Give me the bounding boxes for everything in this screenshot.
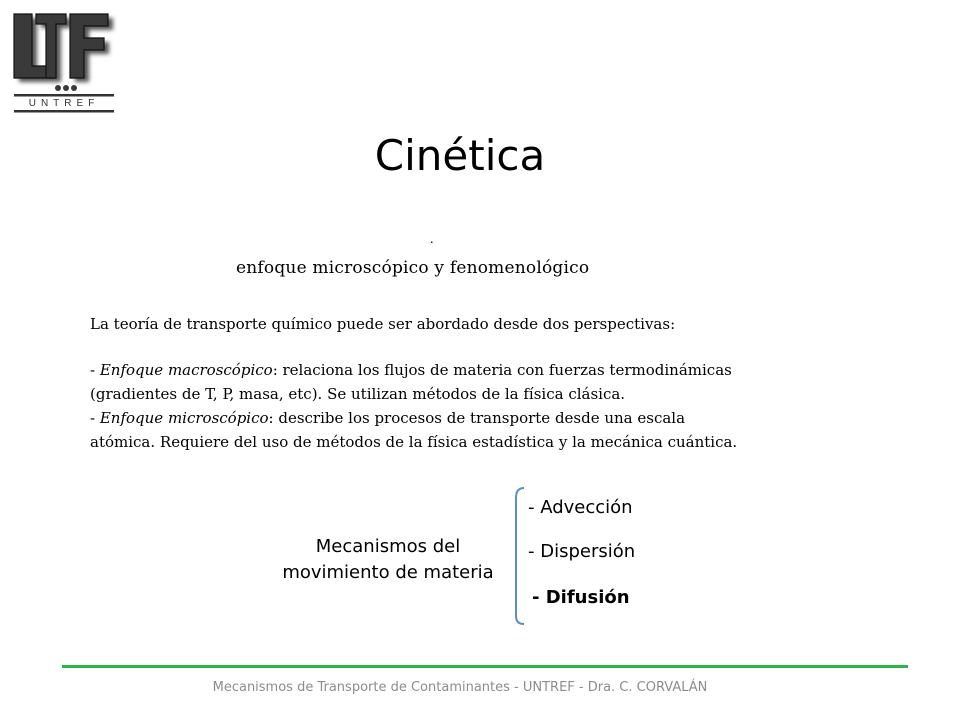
micro-line-2: atómica. Requiere del uso de métodos de la física estadística y la mecánica cuántica. (90, 433, 738, 451)
mechanisms-label-line-1: Mecanismos del (315, 536, 461, 557)
slide-subtitle: enfoque microscópico y fenomenológico (236, 258, 590, 278)
macro-line-2: (gradientes de T, P, masa, etc). Se utilizan métodos de la física clásica. (90, 385, 626, 403)
curly-bracket (508, 486, 528, 626)
mechanism-advection: - Advección (528, 497, 633, 518)
micro-dash: - (90, 409, 100, 427)
slide-title: Cinética (374, 131, 546, 180)
mechanisms-label (258, 534, 518, 586)
footer-text: Mecanismos de Transporte de Contaminantes - UNTREF - Dra. C. CORVALÁN (212, 680, 708, 695)
transport-paragraph (90, 312, 870, 454)
mechanisms-label-line-2: movimiento de materia (282, 562, 494, 583)
micro-desc: : describe los procesos de transporte desde una escala (268, 409, 686, 427)
logo-subtext: UNTREF (28, 98, 100, 109)
macro-term: Enfoque macroscópico (99, 361, 273, 379)
dot-mark: . (430, 232, 434, 247)
macro-line-1 (90, 358, 870, 382)
micro-line-1 (90, 406, 870, 430)
untref-logo (8, 6, 120, 118)
footer-divider (62, 665, 908, 668)
micro-term: Enfoque microscópico (99, 409, 269, 427)
macro-desc: : relaciona los flujos de materia con fuerzas termodinámicas (272, 361, 732, 379)
mechanism-dispersion: - Dispersión (528, 541, 636, 562)
intro-line: La teoría de transporte químico puede ser abordado desde dos perspectivas: (90, 315, 676, 333)
mechanism-diffusion: - Difusión (532, 587, 630, 608)
macro-dash: - (90, 361, 100, 379)
